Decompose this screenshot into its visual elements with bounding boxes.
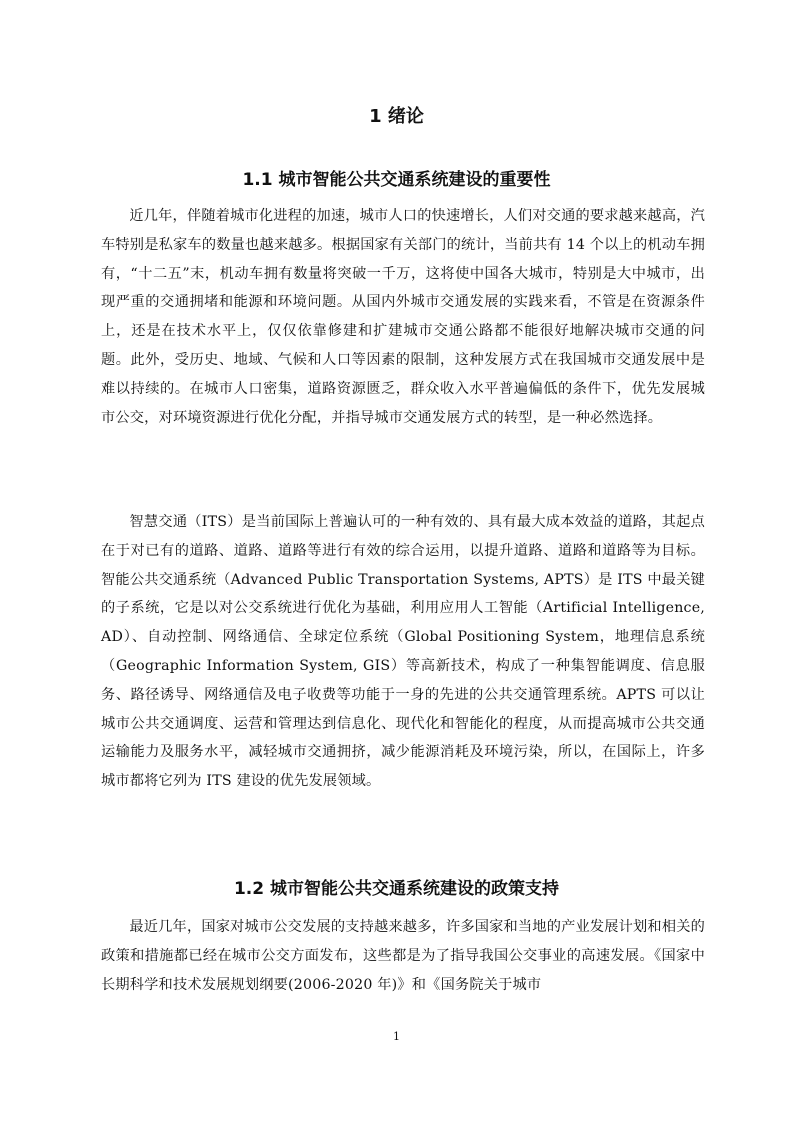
- section-title-1-1: 1.1 城市智能公共交通系统建设的重要性: [242, 170, 551, 190]
- section-title-1-2: 1.2 城市智能公共交通系统建设的政策支持: [233, 879, 560, 899]
- paragraph: 近几年，伴随着城市化进程的加速，城市人口的快速增长，人们对交通的要求越来越高，汽车特别是私家车的数量也越来越多。根据国家有关部门的统计，当前共有 14 个以上的机动车拥有，“十二五”末，机动车拥有数量将突破一千万，这将使中国各大城市，特别是大中城市，出现严重的交通拥堵和能源和环境问题。从国内外城市交通发展的实践来看，不管是在资源条件上，还是在技术水平上，仅仅依靠修建和扩建城市交通公路都不能很好地解决城市交通的问题。此外，受历史、地域、气候和人口等因素的限制，这种发展方式在我国城市交通发展中是难以持续的。在城市人口密集，道路资源匮乏，群众收入水平普遍偏低的条件下，优先发展城市公交，对环境资源进行优化分配，并指导城市交通发展方式的转型，是一种必然选择。: [101, 208, 705, 426]
- chapter-title: 1 绪论: [369, 106, 424, 127]
- page-number: 1: [393, 1030, 400, 1043]
- paragraph: 智慧交通（ITS）是当前国际上普遍认可的一种有效的、具有最大成本效益的道路，其起点在于对已有的道路、道路、道路等进行有效的综合运用，以提升道路、道路和道路等为目标。智能公共交通系统（Advanced Public Transportation Systems, APTS）是 ITS 中最关键的子系统，它是以对公交系统进行优化为基础，利用应用人工智能（Artificial Intelligence, AD）、自动控制、网络通信、全球定位系统（Global Positioning System，地理信息系统（Geographic Information System, GIS）等高新技术，构成了一种集智能调度、信息服务、路径诱导、网络通信及电子收费等功能于一身的先进的公共交通管理系统。APTS 可以让城市公共交通调度、运营和管理达到信息化、现代化和智能化的程度，从而提高城市公共交通运输能力及服务水平，减轻城市交通拥挤，减少能源消耗及环境污染，所以，在国际上，许多城市都将它列为 ITS 建设的优先发展领域。: [101, 514, 705, 790]
- paragraph: 最近几年，国家对城市公交发展的支持越来越多，许多国家和当地的产业发展计划和相关的政策和措施都已经在城市公交方面发布，这些都是为了指导我国公交事业的高速发展。《国家中长期科学和技术发展规划纲要(2006-2020 年)》和《国务院关于城市: [101, 919, 705, 993]
